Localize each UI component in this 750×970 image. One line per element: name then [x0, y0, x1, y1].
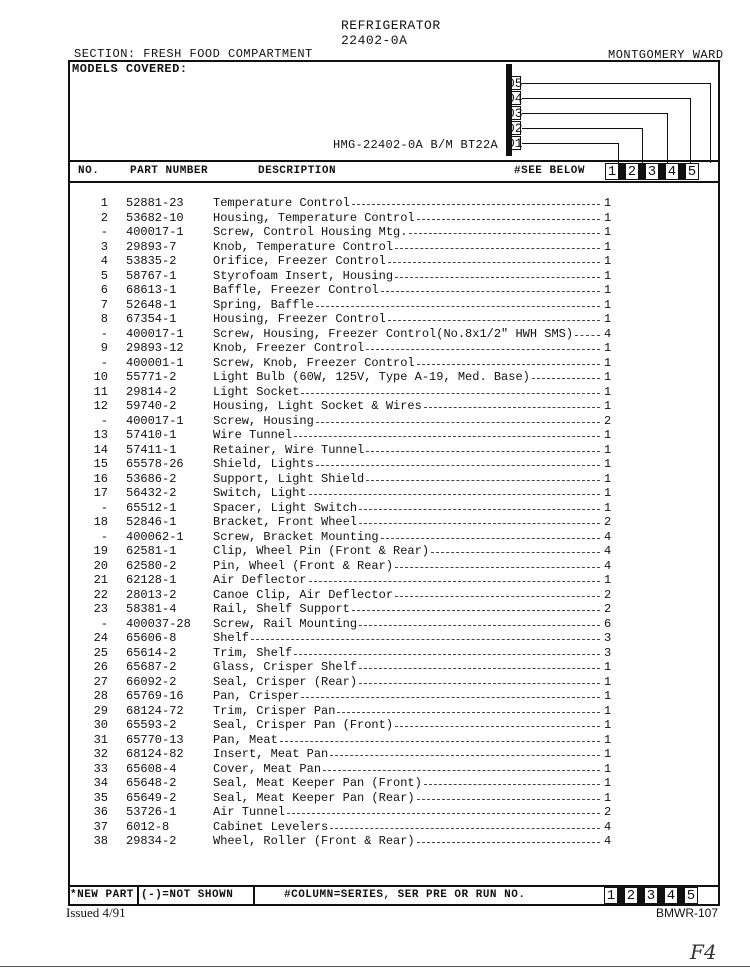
part-description: Support, Light Shield — [213, 471, 365, 486]
leader-line — [381, 283, 600, 292]
part-quantity: 4 — [604, 326, 612, 341]
leader-line — [301, 385, 600, 394]
leader-line — [330, 820, 600, 829]
issued-date: Issued 4/91 — [66, 905, 126, 920]
leader-line — [301, 689, 600, 698]
leader-line — [323, 762, 600, 771]
leader-line — [337, 704, 600, 713]
part-description: Shelf — [213, 631, 250, 645]
part-no: - — [100, 355, 108, 370]
part-quantity: 1 — [604, 210, 612, 225]
part-quantity: 1 — [604, 471, 612, 486]
part-quantity: 1 — [604, 732, 612, 747]
part-description: Spring, Baffle — [213, 297, 314, 312]
part-no: 9 — [100, 341, 108, 355]
part-quantity: 6 — [604, 616, 612, 631]
part-description: Seal, Meat Keeper Pan (Front) — [213, 776, 422, 790]
part-number: 68124-72 — [126, 703, 184, 718]
part-no: 15 — [93, 457, 108, 471]
leader-line — [395, 240, 600, 249]
part-quantity: 1 — [604, 225, 612, 239]
part-quantity: 1 — [604, 703, 612, 718]
part-description: Glass, Crisper Shelf — [213, 660, 358, 674]
col-see-below: #SEE BELOW — [514, 165, 586, 177]
part-no: 19 — [93, 544, 108, 558]
part-number: 57410-1 — [126, 428, 177, 442]
part-description: Air Deflector — [213, 573, 307, 587]
leader-line — [395, 269, 600, 278]
part-no: 12 — [93, 399, 108, 413]
part-no: 22 — [93, 587, 108, 602]
part-number: 28013-2 — [126, 587, 177, 602]
part-number: 53686-2 — [126, 471, 177, 486]
part-quantity: 1 — [604, 573, 612, 587]
part-number: 400017-1 — [126, 326, 184, 341]
part-quantity: 1 — [604, 341, 612, 355]
part-no: 37 — [93, 819, 108, 834]
part-number: 65608-4 — [126, 761, 177, 776]
part-quantity: 2 — [604, 805, 612, 819]
part-number: 53835-2 — [126, 254, 177, 268]
series-col-1: 1 — [605, 163, 619, 180]
part-number: 65614-2 — [126, 645, 177, 660]
part-quantity: 2 — [604, 602, 612, 616]
part-no: 23 — [93, 602, 108, 616]
part-description: Insert, Meat Pan — [213, 747, 329, 761]
leader-line — [330, 747, 600, 756]
part-description: Rail, Shelf Support — [213, 602, 350, 616]
part-quantity: 3 — [604, 631, 612, 645]
part-quantity: 1 — [604, 355, 612, 370]
part-no: 10 — [93, 370, 108, 384]
leader-line — [309, 573, 600, 582]
leader-line — [395, 718, 600, 727]
document-code: BMWR-107 — [656, 906, 719, 920]
part-quantity: 1 — [604, 370, 612, 384]
part-description: Canoe Clip, Air Deflector — [213, 587, 394, 602]
leader-line — [417, 834, 600, 843]
part-description: Seal, Crisper Pan (Front) — [213, 718, 394, 732]
part-no: 28 — [93, 689, 108, 703]
model-code: 22402-0A — [341, 33, 408, 48]
leader-line — [395, 588, 600, 597]
part-no: 21 — [93, 573, 108, 587]
leader-line — [359, 675, 600, 684]
part-number: 65578-26 — [126, 457, 184, 471]
part-no: 35 — [93, 790, 108, 805]
part-quantity: 1 — [604, 747, 612, 761]
leader-line — [287, 805, 600, 814]
part-number: 68124-82 — [126, 747, 184, 761]
part-no: 32 — [93, 747, 108, 761]
series-tab-05: 05 — [507, 76, 523, 91]
part-no: 13 — [93, 428, 108, 442]
part-number: 52648-1 — [126, 297, 177, 312]
part-description: Spacer, Light Switch — [213, 500, 358, 515]
part-description: Air Tunnel — [213, 805, 286, 819]
part-description: Styrofoam Insert, Housing — [213, 268, 394, 283]
leader-line — [316, 414, 600, 423]
leader-line — [352, 602, 600, 611]
part-no: - — [100, 326, 108, 341]
part-description: Temperature Control — [213, 196, 350, 210]
part-number: 55771-2 — [126, 370, 177, 384]
part-number: 65649-2 — [126, 790, 177, 805]
series-col-4: 4 — [665, 163, 679, 180]
part-quantity: 1 — [604, 268, 612, 283]
part-quantity: 1 — [604, 297, 612, 312]
part-quantity: 1 — [604, 283, 612, 297]
part-description: Screw, Control Housing Mtg. — [213, 225, 408, 239]
part-no: 24 — [93, 631, 108, 645]
part-no: 29 — [93, 703, 108, 718]
part-no: - — [100, 616, 108, 631]
part-quantity: 1 — [604, 776, 612, 790]
part-no: 16 — [93, 471, 108, 486]
part-description: Seal, Crisper (Rear) — [213, 674, 358, 689]
leader-line — [381, 530, 600, 539]
footer-series-2: 2 — [624, 887, 638, 904]
leader-line — [431, 544, 600, 553]
part-quantity: 1 — [604, 761, 612, 776]
part-no: 31 — [93, 732, 108, 747]
part-no: 2 — [100, 210, 108, 225]
part-number: 400017-1 — [126, 413, 184, 428]
part-number: 53682-10 — [126, 210, 184, 225]
leader-line — [366, 472, 600, 481]
part-no: 5 — [100, 268, 108, 283]
footer-series-5: 5 — [684, 887, 698, 904]
part-number: 52881-23 — [126, 196, 184, 210]
part-no: 8 — [100, 312, 108, 326]
part-number: 62580-2 — [126, 558, 177, 573]
part-no: 34 — [93, 776, 108, 790]
footer-column-series: #COLUMN=SERIES, SER PRE OR RUN NO. — [284, 889, 526, 901]
col-no: NO. — [78, 165, 100, 177]
part-no: - — [100, 413, 108, 428]
part-description: Screw, Housing — [213, 413, 314, 428]
part-quantity: 1 — [604, 500, 612, 515]
part-description: Pan, Crisper — [213, 689, 300, 703]
part-quantity: 2 — [604, 515, 612, 529]
part-description: Baffle, Freezer Control — [213, 283, 379, 297]
handwritten-note: F4 — [690, 940, 717, 964]
part-quantity: 1 — [604, 239, 612, 254]
part-description: Light Socket — [213, 384, 300, 399]
part-description: Housing, Temperature Control — [213, 210, 415, 225]
part-no: 18 — [93, 515, 108, 529]
part-number: 62581-1 — [126, 544, 177, 558]
leader-line — [316, 298, 600, 307]
leader-line — [366, 341, 600, 350]
part-quantity: 4 — [604, 529, 612, 544]
part-quantity: 3 — [604, 645, 612, 660]
section-label: SECTION: FRESH FOOD COMPARTMENT — [74, 47, 313, 61]
part-description: Housing, Light Socket & Wires — [213, 399, 422, 413]
leader-line — [395, 559, 600, 568]
leader-line — [359, 501, 600, 510]
part-number: 65648-2 — [126, 776, 177, 790]
leader-line — [316, 457, 600, 466]
part-number: 400062-1 — [126, 529, 184, 544]
part-number: 6012-8 — [126, 819, 170, 834]
leader-line — [417, 791, 600, 800]
part-no: - — [100, 225, 108, 239]
part-number: 29893-7 — [126, 239, 177, 254]
part-no: 17 — [93, 486, 108, 500]
part-number: 65606-8 — [126, 631, 177, 645]
part-quantity: 2 — [604, 413, 612, 428]
part-number: 58381-4 — [126, 602, 177, 616]
part-quantity: 1 — [604, 457, 612, 471]
part-number: 400037-28 — [126, 616, 191, 631]
part-description: Retainer, Wire Tunnel — [213, 442, 365, 457]
part-number: 65770-13 — [126, 732, 184, 747]
part-description: Switch, Light — [213, 486, 307, 500]
part-no: 36 — [93, 805, 108, 819]
leader-line — [294, 428, 600, 437]
part-description: Trim, Shelf — [213, 645, 293, 660]
part-quantity: 2 — [604, 587, 612, 602]
part-quantity: 4 — [604, 544, 612, 558]
part-quantity: 1 — [604, 428, 612, 442]
part-quantity: 1 — [604, 312, 612, 326]
part-quantity: 1 — [604, 718, 612, 732]
part-quantity: 1 — [604, 486, 612, 500]
part-number: 53726-1 — [126, 805, 177, 819]
part-description: Light Bulb (60W, 125V, Type A-19, Med. Base) — [213, 370, 530, 384]
part-description: Screw, Knob, Freezer Control — [213, 355, 415, 370]
leader-line — [359, 660, 600, 669]
series-col-3: 3 — [645, 163, 659, 180]
part-no: 1 — [100, 196, 108, 210]
models-covered-label: MODELS COVERED: — [72, 62, 188, 76]
leader-line — [424, 776, 600, 785]
part-quantity: 1 — [604, 254, 612, 268]
document-title: REFRIGERATOR — [341, 18, 441, 33]
part-number: 58767-1 — [126, 268, 177, 283]
part-number: 29834-2 — [126, 834, 177, 848]
leader-line — [352, 196, 600, 205]
series-bracket — [506, 60, 720, 160]
part-quantity: 1 — [604, 660, 612, 674]
part-description: Orifice, Freezer Control — [213, 254, 386, 268]
part-no: - — [100, 529, 108, 544]
part-no: 4 — [100, 254, 108, 268]
leader-line — [409, 225, 600, 234]
part-description: Knob, Freezer Control — [213, 341, 365, 355]
footer-series-3: 3 — [644, 887, 658, 904]
part-quantity: 1 — [604, 689, 612, 703]
leader-line — [309, 486, 600, 495]
footer-not-shown: (-)=NOT SHOWN — [141, 889, 234, 901]
leader-line — [388, 312, 600, 321]
footer-series-1: 1 — [604, 887, 618, 904]
part-number: 400001-1 — [126, 355, 184, 370]
part-number: 29893-12 — [126, 341, 184, 355]
part-number: 400017-1 — [126, 225, 184, 239]
part-no: 33 — [93, 761, 108, 776]
part-description: Wire Tunnel — [213, 428, 293, 442]
part-number: 65687-2 — [126, 660, 177, 674]
part-description: Wheel, Roller (Front & Rear) — [213, 834, 415, 848]
part-no: 30 — [93, 718, 108, 732]
model-name: HMG-22402-0A B/M BT22A — [333, 138, 499, 152]
part-no: 38 — [93, 834, 108, 848]
part-quantity: 4 — [604, 819, 612, 834]
part-number: 29814-2 — [126, 384, 177, 399]
part-number: 59740-2 — [126, 399, 177, 413]
series-col-2-label: 2 — [625, 163, 639, 180]
part-quantity: 4 — [604, 558, 612, 573]
leader-line — [532, 370, 600, 379]
bottom-rule — [0, 966, 750, 967]
part-no: 7 — [100, 297, 108, 312]
leader-line — [424, 399, 600, 408]
part-description: Shield, Lights — [213, 457, 314, 471]
part-quantity: 1 — [604, 442, 612, 457]
leader-line — [417, 356, 600, 365]
part-description: Housing, Freezer Control — [213, 312, 386, 326]
part-description: Knob, Temperature Control — [213, 239, 394, 254]
part-description: Pin, Wheel (Front & Rear) — [213, 558, 394, 573]
part-description: Screw, Housing, Freezer Control(No.8x1/2" HWH SMS) — [213, 326, 574, 341]
part-number: 56432-2 — [126, 486, 177, 500]
part-number: 65593-2 — [126, 718, 177, 732]
part-number: 67354-1 — [126, 312, 177, 326]
part-description: Cabinet Levelers — [213, 819, 329, 834]
leader-line — [417, 211, 600, 220]
leader-line — [294, 646, 600, 655]
part-number: 52846-1 — [126, 515, 177, 529]
series-tab-04: 04 — [507, 91, 523, 106]
series-tab-01: 01 — [507, 136, 523, 151]
part-quantity: 1 — [604, 196, 612, 210]
part-no: 20 — [93, 558, 108, 573]
part-number: 57411-1 — [126, 442, 177, 457]
part-no: 11 — [93, 384, 108, 399]
part-no: 26 — [93, 660, 108, 674]
series-tab-02: 02 — [507, 121, 523, 136]
part-no: 14 — [93, 442, 108, 457]
leader-line — [575, 327, 600, 336]
part-description: Screw, Rail Mounting — [213, 616, 358, 631]
footer-series-4: 4 — [664, 887, 678, 904]
leader-line — [366, 443, 600, 452]
leader-line — [359, 617, 600, 626]
part-no: 6 — [100, 283, 108, 297]
part-quantity: 1 — [604, 674, 612, 689]
leader-line — [359, 515, 600, 524]
brand-label: MONTGOMERY WARD — [608, 48, 724, 62]
part-description: Screw, Bracket Mounting — [213, 529, 379, 544]
part-quantity: 1 — [604, 384, 612, 399]
part-description: Bracket, Front Wheel — [213, 515, 358, 529]
part-description: Pan, Meat — [213, 732, 278, 747]
part-no: 27 — [93, 674, 108, 689]
part-number: 65512-1 — [126, 500, 177, 515]
series-col-5: 5 — [685, 163, 699, 180]
part-number: 66092-2 — [126, 674, 177, 689]
part-quantity: 1 — [604, 790, 612, 805]
part-description: Trim, Crisper Pan — [213, 703, 336, 718]
part-no: 25 — [93, 645, 108, 660]
series-tab-03: 03 — [507, 106, 523, 121]
col-part-number: PART NUMBER — [130, 165, 209, 177]
leader-line — [388, 254, 600, 263]
part-no: - — [100, 500, 108, 515]
leader-line — [280, 733, 600, 742]
part-quantity: 4 — [604, 834, 612, 848]
col-description: DESCRIPTION — [258, 165, 337, 177]
part-description: Seal, Meat Keeper Pan (Rear) — [213, 790, 415, 805]
part-number: 62128-1 — [126, 573, 177, 587]
footer-new-part: *NEW PART — [70, 889, 134, 901]
part-number: 68613-1 — [126, 283, 177, 297]
part-number: 65769-16 — [126, 689, 184, 703]
part-quantity: 1 — [604, 399, 612, 413]
leader-line — [251, 631, 600, 640]
part-no: 3 — [100, 239, 108, 254]
part-description: Clip, Wheel Pin (Front & Rear) — [213, 544, 430, 558]
part-description: Cover, Meat Pan — [213, 761, 322, 776]
